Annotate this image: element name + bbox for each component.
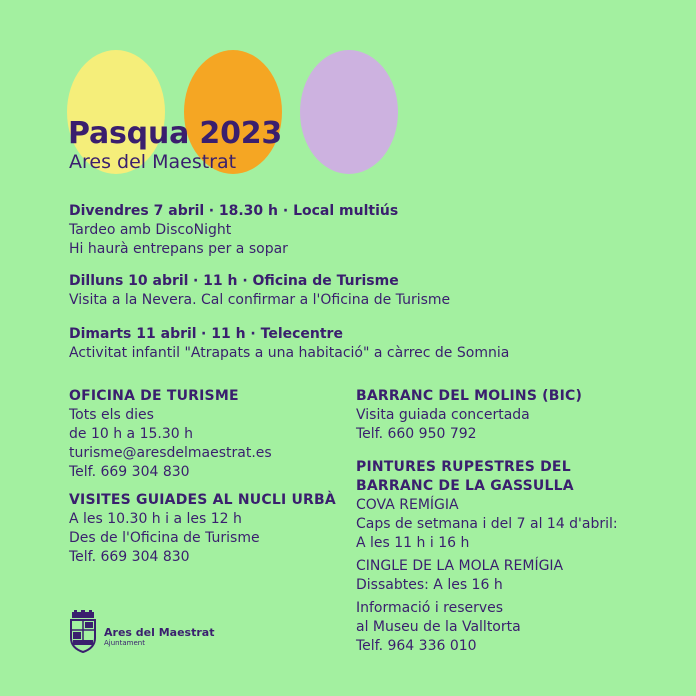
info-line: Dissabtes: A les 16 h — [356, 577, 503, 593]
event-1 — [69, 202, 398, 259]
phone-line: Telf. 964 336 010 — [356, 638, 477, 654]
visites-guiades-block — [69, 491, 336, 567]
section-heading: PINTURES RUPESTRES DEL — [356, 459, 571, 475]
section-heading: BARRANC DE LA GASSULLA — [356, 478, 574, 494]
event-line: Activitat infantil "Atrapats a una habitació" a càrrec de Somnia — [69, 345, 510, 361]
phone-line: Telf. 669 304 830 — [69, 549, 190, 565]
info-line: Informació i reserves — [356, 600, 504, 616]
phone-line: Telf. 660 950 792 — [356, 426, 477, 442]
event-date: Divendres 7 abril — [69, 203, 205, 219]
municipal-crest-icon — [68, 610, 98, 658]
info-line: Caps de setmana i del 7 al 14 d'abril: — [356, 516, 618, 532]
info-line: CINGLE DE LA MOLA REMÍGIA — [356, 558, 564, 574]
event-details: · 11 h · Oficina de Turisme — [192, 273, 399, 289]
event-date: Dilluns 10 abril — [69, 273, 189, 289]
info-line: A les 11 h i 16 h — [356, 535, 470, 551]
pintures-rupestres-block — [356, 458, 618, 656]
oficina-turisme-block — [69, 387, 272, 482]
section-heading: OFICINA DE TURISME — [69, 388, 239, 404]
event-details: · 18.30 h · Local multiús — [208, 203, 399, 219]
info-line: Tots els dies — [69, 407, 154, 423]
info-line: A les 10.30 h i a les 12 h — [69, 511, 242, 527]
lilac-egg-icon — [299, 44, 399, 174]
event-2 — [69, 272, 450, 310]
event-line: Tardeo amb DiscoNight — [69, 222, 232, 238]
logo-sub: Ajuntament — [104, 639, 145, 647]
event-line: Hi haurà entrepans per a sopar — [69, 241, 288, 257]
event-3 — [69, 325, 509, 363]
phone-line: Telf. 669 304 830 — [69, 464, 190, 480]
info-line: de 10 h a 15.30 h — [69, 426, 193, 442]
event-details: · 11 h · Telecentre — [201, 326, 343, 342]
event-date: Dimarts 11 abril — [69, 326, 197, 342]
logo-text — [104, 627, 214, 648]
event-line: Visita a la Nevera. Cal confirmar a l'Oficina de Turisme — [69, 292, 451, 308]
section-heading: BARRANC DEL MOLINS (BIC) — [356, 388, 583, 404]
barranc-molins-block — [356, 387, 582, 444]
email-link[interactable]: turisme@aresdelmaestrat.es — [69, 445, 272, 461]
logo-name: Ares del Maestrat — [104, 626, 215, 639]
info-line: Des de l'Oficina de Turisme — [69, 530, 260, 546]
page-title: Pasqua 2023 — [68, 116, 283, 151]
page-subtitle: Ares del Maestrat — [69, 151, 237, 173]
section-heading: VISITES GUIADES AL NUCLI URBÀ — [69, 492, 336, 508]
info-line: Visita guiada concertada — [356, 407, 530, 423]
info-line: COVA REMÍGIA — [356, 497, 459, 513]
info-line: al Museu de la Valltorta — [356, 619, 521, 635]
